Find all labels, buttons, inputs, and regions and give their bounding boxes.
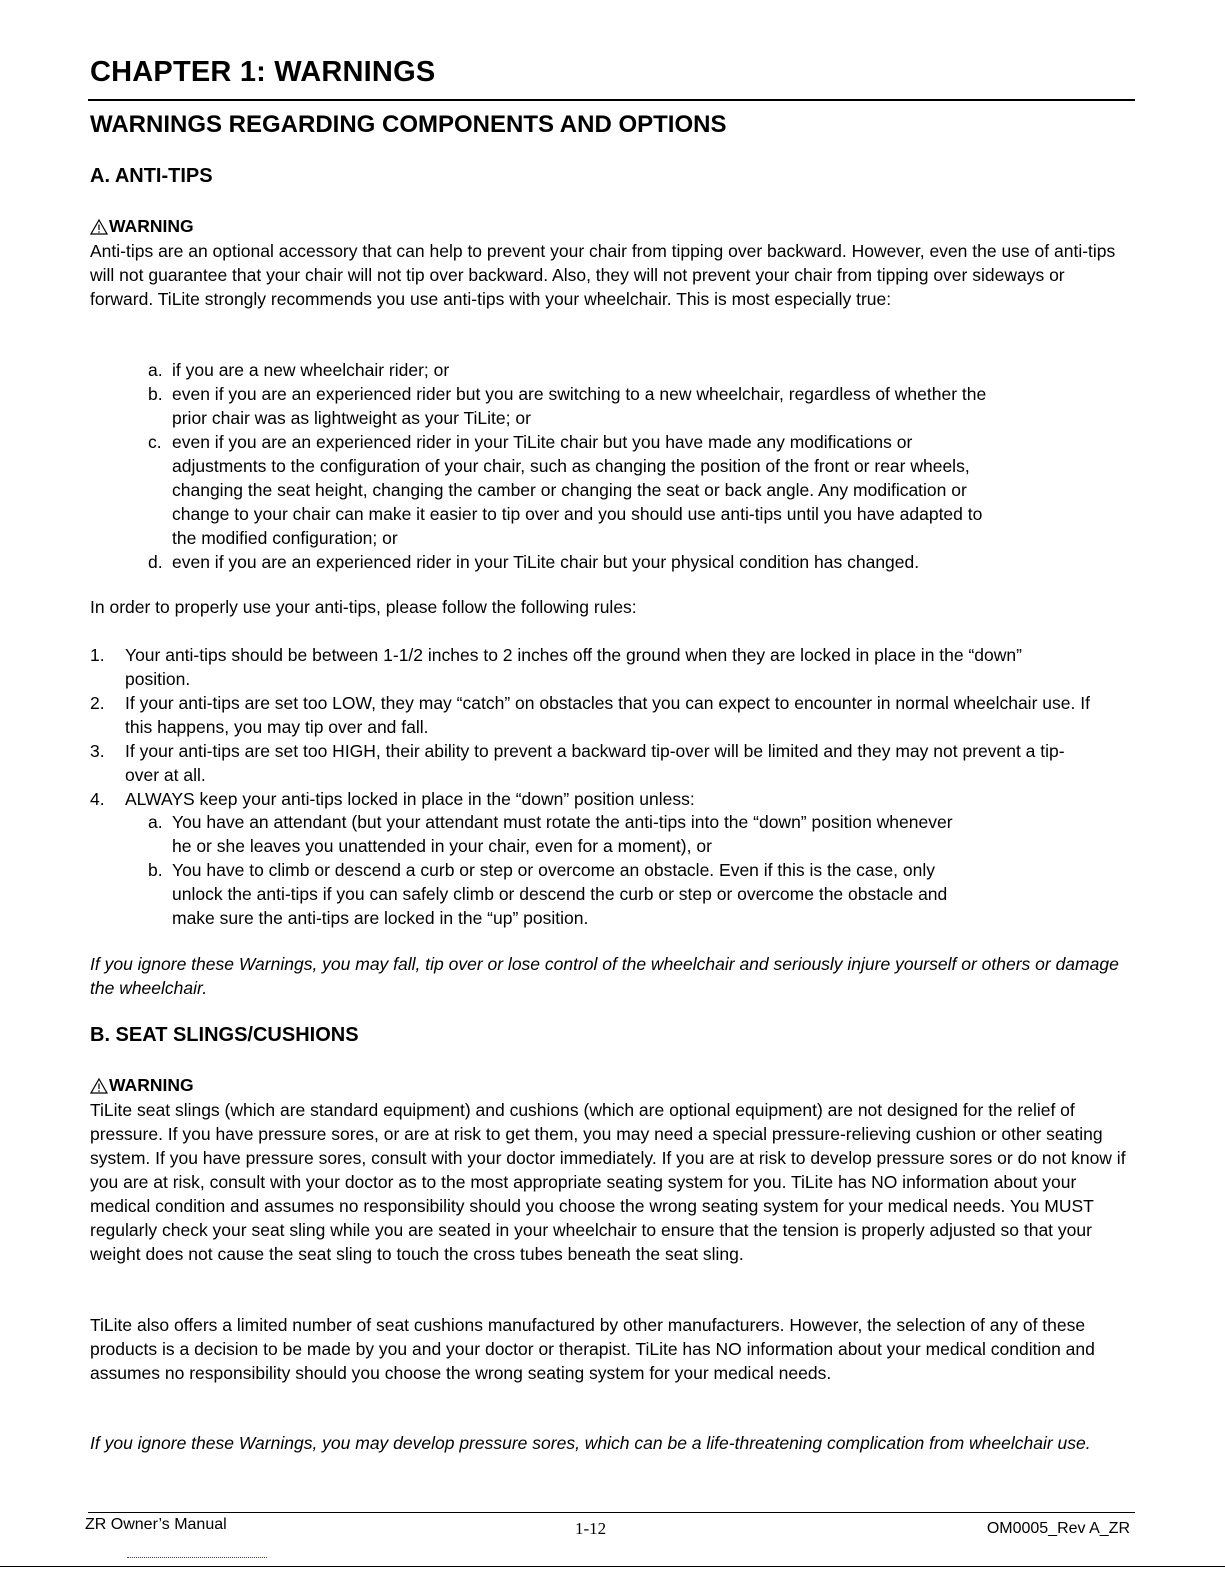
footer-divider [88,1512,1135,1513]
warning-text: WARNING [109,216,194,236]
list-item: b. even if you are an experienced rider but you are switching to a new wheelchair, regardless of whether the prior chair was as lightweight as your TiLite; or [148,384,987,428]
seat-slings-para1: TiLite seat slings (which are standard equipment) and cushions (which are optional equipment) are not designed for the relief of pressure. If you have pressure sores, or are at risk to get them, you may need a special pressure-relieving cushion or other seating system. If you have pressure sores, consult with your doctor immediately. If you are at risk to develop pressure sores or do not know if you are at risk, consult with your doctor as to the most appropriate seating system for you. TiLite has NO information about your medical condition and assumes no responsibility should you choose the wrong seating system for your medical needs. You MUST regularly check your seat sling while you are seated in your wheelchair to ensure that the tension is properly adjusted so that your weight does not cause the seat sling to touch the cross tubes beneath the seat sling. [90,1100,1126,1264]
list-item: 4. ALWAYS keep your anti-tips locked in place in the “down” position unless: [90,789,695,809]
anti-tips-consequence: If you ignore these Warnings, you may fall, tip over or lose control of the wheelchair and seriously injure yourself or others or damage the wheelchair. [90,954,1119,998]
warning-triangle-icon [90,1078,108,1094]
list-item: 2. If your anti-tips are set too LOW, they may “catch” on obstacles that you can expect to encounter in normal wheelchair use. If this happens, you may tip over and fall. [90,693,1090,737]
chapter-title: CHAPTER 1: WARNINGS [90,56,436,88]
list-item: 3. If your anti-tips are set too HIGH, their ability to prevent a backward tip-over will be limited and they may not prevent a tip-over at all. [90,741,1065,785]
seat-slings-warning-label [90,1075,194,1096]
seat-slings-heading: B. SEAT SLINGS/CUSHIONS [90,1024,359,1046]
list-item: a. if you are a new wheelchair rider; or [148,360,450,380]
anti-tips-rules-list [90,643,1090,811]
rule4-sublist [148,810,958,930]
dotted-link-underline [127,1557,267,1558]
anti-tips-warning-label [90,216,194,237]
page-number: 1-12 [575,1519,607,1538]
anti-tips-heading: A. ANTI-TIPS [90,165,213,187]
seat-slings-consequence: If you ignore these Warnings, you may develop pressure sores, which can be a life-threatening complication from wheelchair use. [90,1433,1091,1453]
page-bottom-edge [0,1566,1225,1567]
list-item: c. even if you are an experienced rider in your TiLite chair but you have made any modifications or adjustments to the configuration of your chair, such as changing the position of the front or rear wheels, changing the seat height, changing the camber or changing the seat or back angle. Any modification or change to your chair can make it easier to tip over and you should use anti-tips until you have adapted to the modified configuration; or [148,432,983,548]
warning-triangle-icon [90,219,108,235]
list-item: a. You have an attendant (but your attendant must rotate the anti-tips into the “down” position whenever he or she leaves you unattended in your chair, even for a moment), or [148,812,953,856]
rules-intro: In order to properly use your anti-tips, please follow the following rules: [90,597,637,617]
list-item: d. even if you are an experienced rider in your TiLite chair but your physical condition has changed. [148,552,920,572]
document-code: OM0005_Rev A_ZR [986,1520,1130,1537]
warning-text: WARNING [109,1075,194,1095]
list-item: b. You have to climb or descend a curb or step or overcome an obstacle. Even if this is the case, only unlock the anti-tips if you can safely climb or descend the curb or step or overcome the obstacle and make sure the anti-tips are locked in the “up” position. [148,860,948,928]
chapter-divider [88,99,1135,101]
section-title: WARNINGS REGARDING COMPONENTS AND OPTIONS [90,111,727,138]
anti-tips-conditions-list [148,358,1008,574]
anti-tips-intro: Anti-tips are an optional accessory that can help to prevent your chair from tipping over backward. However, even the use of anti-tips will not guarantee that your chair will not tip over backward. Also, they will not prevent your chair from tipping over sideways or forward. TiLite strongly recommends you use anti-tips with your wheelchair. This is most especially true: [90,241,1116,309]
seat-slings-para2: TiLite also offers a limited number of seat cushions manufactured by other manufacturers. However, the selection of any of these products is a decision to be made by you and your doctor or therapist. TiLite has NO information about your medical condition and assumes no responsibility should you choose the wrong seating system for your medical needs. [90,1315,1095,1383]
footer-manual-title: ZR Owner’s Manual [85,1516,227,1533]
list-item: 1. Your anti-tips should be between 1-1/2 inches to 2 inches off the ground when they are locked in place in the “down” position. [90,645,1022,689]
